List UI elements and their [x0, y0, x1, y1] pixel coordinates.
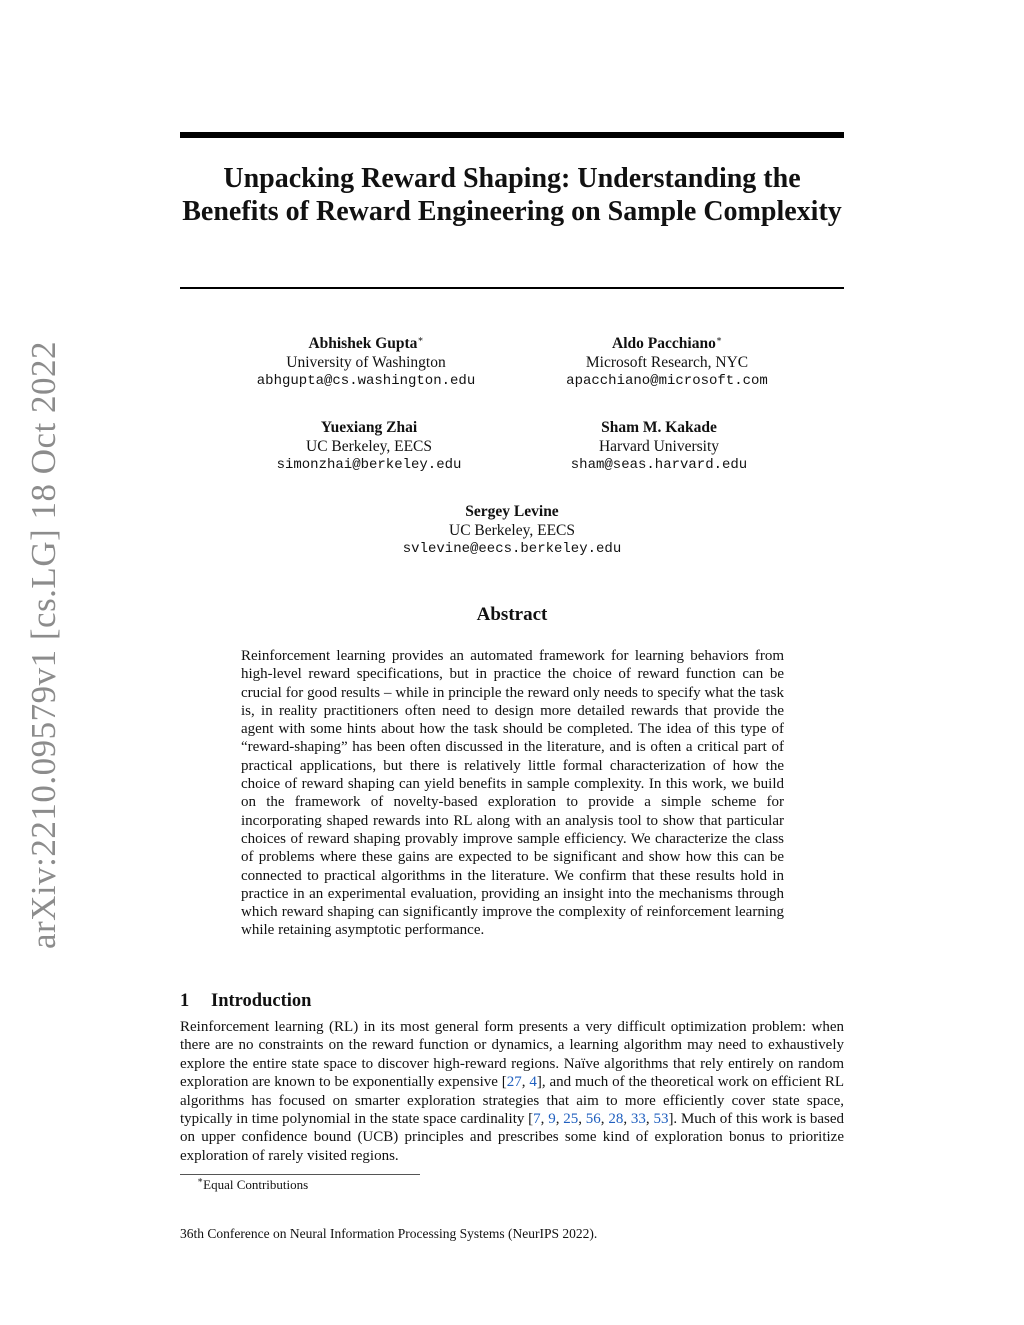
title-top-rule: [180, 132, 844, 138]
citation-link[interactable]: 33: [630, 1111, 646, 1128]
footnote-mark: ∗: [197, 1175, 204, 1185]
author-name: Yuexiang Zhai: [320, 419, 418, 436]
introduction-paragraph: Reinforcement learning (RL) in its most general form presents a very difficult optimization problem: when there are no constraints on the reward function or dynamics, a learning algorithm may need to exhaustively explore the entire state space to discover high-reward regions. Naïve algorithms that rely entirely on random exploration are known to be exponentially expensive [27, 4], and much of the theoretical work on efficient RL algorithms has focused on smarter exploration strategies that aim to more efficiently cover state space, typically in time polynomial in the state space cardinality [7, 9, 25, 56, 28, 33, 53]. Much of this work is based on upper confidence bound (UCB) principles and prescribes some kind of exploration bonus to prioritize exploration of rarely visited regions.: [180, 1019, 845, 1164]
author-name: Sergey Levine: [465, 503, 559, 520]
author-email[interactable]: apacchiano@microsoft.com: [566, 373, 768, 389]
author-name: Abhishek Gupta: [308, 335, 418, 352]
citation-link[interactable]: 56: [585, 1111, 601, 1128]
section-title: Introduction: [211, 991, 312, 1011]
author-name: Sham M. Kakade: [601, 419, 717, 436]
author-email[interactable]: svlevine@eecs.berkeley.edu: [402, 541, 622, 557]
author-block-3: [219, 418, 519, 475]
footnote-text: Equal Contributions: [203, 1177, 309, 1192]
citation-link[interactable]: 28: [608, 1111, 624, 1128]
footnote-rule: [180, 1174, 420, 1175]
author-email[interactable]: simonzhai@berkeley.edu: [276, 457, 462, 473]
conference-footer: 36th Conference on Neural Information Processing Systems (NeurIPS 2022).: [180, 1226, 598, 1241]
abstract-heading: Abstract: [476, 604, 548, 625]
citation-link[interactable]: 27: [506, 1074, 522, 1091]
author-affiliation: Harvard University: [598, 438, 720, 455]
author-block-2: [517, 334, 817, 391]
citation-link[interactable]: 53: [653, 1111, 669, 1128]
title-bottom-rule: [180, 287, 844, 289]
author-block-1: [216, 334, 516, 391]
citation-link[interactable]: 7: [533, 1111, 541, 1128]
author-email[interactable]: sham@seas.harvard.edu: [570, 457, 748, 473]
citation-link[interactable]: 4: [529, 1074, 537, 1091]
author-block-5: [362, 502, 662, 559]
citation-link[interactable]: 25: [563, 1111, 579, 1128]
author-block-4: [509, 418, 809, 475]
abstract-text: Reinforcement learning provides an automated framework for learning behaviors from high-level reward specifications, but in practice the choice of reward function can be crucial for good results – while in principle the reward only needs to specify what the task is, in reality practitioners often need to design more detailed rewards that provide the agent with some hints about how the task should be completed. The idea of this type of “reward-shaping” has been often discussed in the literature, and is often a critical part of practical applications, but there is relatively little formal characterization of how the choice of reward shaping can yield benefits in sample complexity. In this work, we build on the framework of novelty-based exploration to provide a simple scheme for incorporating shaped rewards into RL along with an analysis tool to show that particular choices of reward shaping provably improve sample efficiency. We characterize the class of problems where these gains are expected to be significant and show how this can be connected to practical algorithms in the literature. We confirm that these results hold in practice in an experimental evaluation, providing an insight into the mechanisms through which reward shaping can significantly improve the complexity of reinforcement learning while retaining asymptotic performance.: [241, 648, 784, 939]
author-affiliation: UC Berkeley, EECS: [306, 438, 432, 455]
arxiv-identifier: arXiv:2210.09579v1 [cs.LG] 18 Oct 2022: [24, 340, 63, 950]
author-affiliation: UC Berkeley, EECS: [449, 522, 575, 539]
section-number: 1: [180, 991, 190, 1011]
citation-link[interactable]: 9: [548, 1111, 556, 1128]
author-name: Aldo Pacchiano: [612, 335, 716, 352]
footnote: [197, 1177, 308, 1193]
author-affiliation: University of Washington: [286, 354, 446, 371]
author-affiliation: Microsoft Research, NYC: [585, 354, 749, 371]
section-heading-introduction: [180, 991, 311, 1012]
paper-title: Unpacking Reward Shaping: Understanding the Benefits of Reward Engineering on Sample Complexity: [182, 163, 842, 227]
equal-contribution-mark: ∗: [417, 334, 424, 344]
author-email[interactable]: abhgupta@cs.washington.edu: [256, 373, 476, 389]
equal-contribution-mark: ∗: [715, 334, 722, 344]
